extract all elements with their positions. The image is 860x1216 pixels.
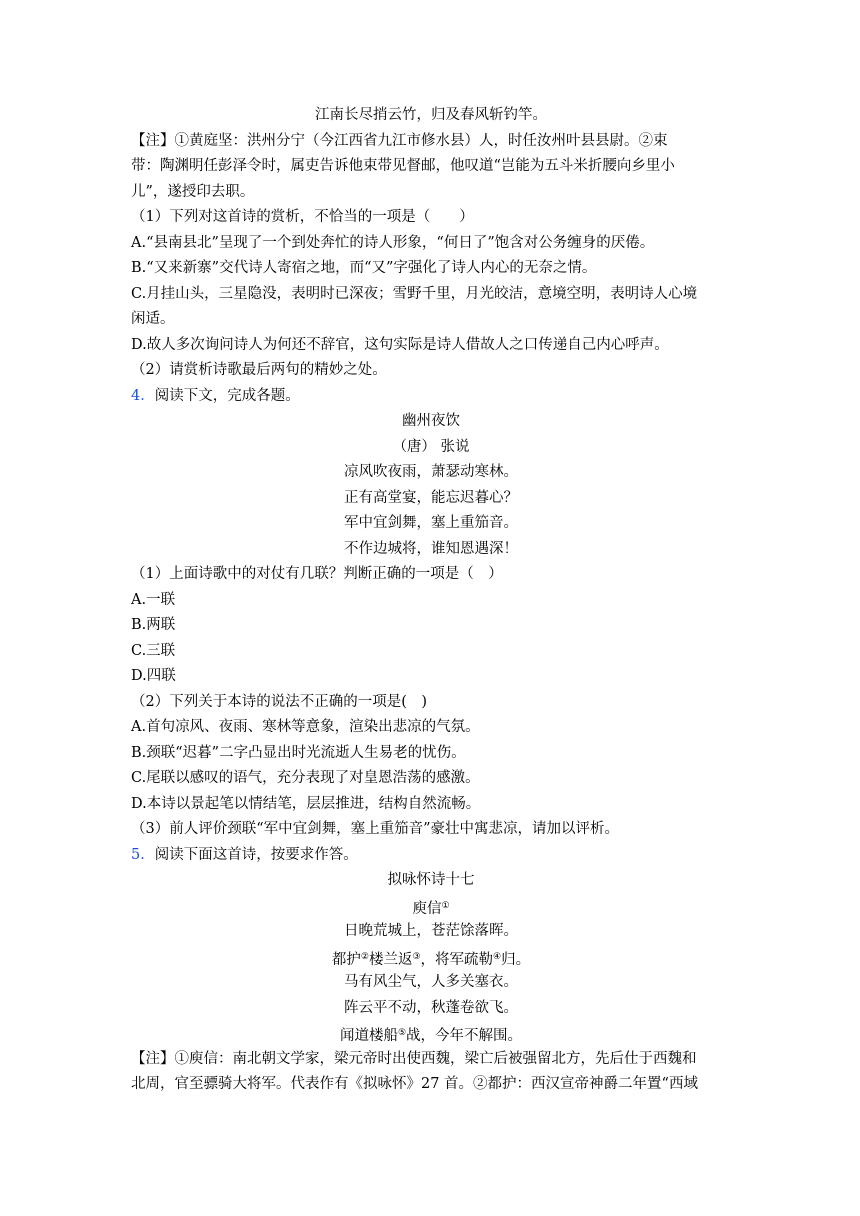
q5-heading xyxy=(131,845,731,865)
footnote-mark: ④ xyxy=(493,952,502,962)
q5-poem-line: 日晚荒城上，苍茫馀落晖。 xyxy=(344,923,518,939)
q4-poem-author: （唐） 张说 xyxy=(392,439,470,455)
q4-number: 4． xyxy=(131,388,155,404)
poem-text: 战，今年不解围。 xyxy=(406,1028,523,1044)
q4-heading xyxy=(131,386,731,406)
q3-option-c: C.月挂山头，三星隐没，表明时已深夜；雪野千里，月光皎洁，意境空明，表明诗人心境 xyxy=(131,286,698,302)
q4-prompt: 阅读下文，完成各题。 xyxy=(154,388,300,404)
note-line: 儿”，遂授印去职。 xyxy=(131,184,255,200)
q4-poem-line: 正有高堂宴，能忘迟暮心？ xyxy=(344,490,518,506)
q5-poem-line xyxy=(131,947,731,970)
q4-sub1: （1）上面诗歌中的对仗有几联？判断正确的一项是（ ） xyxy=(131,566,503,582)
q5-poem-line: 阵云平不动，秋蓬卷欲飞。 xyxy=(344,1000,518,1016)
q4-sub2: （2）下列关于本诗的说法不正确的一项是( ) xyxy=(131,694,428,710)
q4-s1-option-d: D.四联 xyxy=(131,668,176,684)
q4-poem-line: 凉风吹夜雨，萧瑟动寒林。 xyxy=(344,464,518,480)
note-line: 带：陶渊明任彭泽令时，属吏告诉他束带见督邮，他叹道“岂能为五斗米折腰向乡里小 xyxy=(131,158,675,174)
note-line: 【注】①黄庭坚：洪州分宁（今江西省九江市修水县）人，时任汝州叶县县尉。②束 xyxy=(131,133,668,149)
q4-s2-option-b: B.颈联“迟暮”二字凸显出时光流逝人生易老的忧伤。 xyxy=(131,745,466,761)
q5-poem-title: 拟咏怀诗十七 xyxy=(387,872,475,888)
footnote-mark: ① xyxy=(441,901,450,911)
footnote-mark: ③ xyxy=(412,952,421,962)
q4-s1-option-b: B.两联 xyxy=(131,617,176,633)
q5-poem-author xyxy=(131,896,731,919)
q3-option-d: D.故人多次询问诗人为何还不辞官，这句实际是诗人借故人之口传递自己内心呼声。 xyxy=(131,337,669,353)
q5-note-line: 【注】①庾信：南北朝文学家，梁元帝时出使西魏，梁亡后被强留北方，先后仕于西魏和 xyxy=(131,1051,697,1067)
q4-s2-option-c: C.尾联以感叹的语气，充分表现了对皇恩浩荡的感激。 xyxy=(131,770,480,786)
poem-text: 楼兰返 xyxy=(368,952,413,968)
q5-prompt: 阅读下面这首诗，按要求作答。 xyxy=(154,847,358,863)
q3-option-b: B.“又来新寨”交代诗人寄宿之地，而“又”字强化了诗人内心的无奈之情。 xyxy=(131,260,597,276)
q4-poem-title: 幽州夜饮 xyxy=(402,413,460,429)
footnote-mark: ② xyxy=(360,952,369,962)
q4-poem-line: 不作边城将，谁知恩遇深！ xyxy=(344,541,518,557)
q3-option-c-cont: 闲适。 xyxy=(131,311,175,327)
q5-poem-line xyxy=(131,1023,731,1046)
q4-s2-option-d: D.本诗以景起笔以情结笔，层层推进，结构自然流畅。 xyxy=(131,796,481,812)
q4-poem-line: 军中宜剑舞，塞上重笳音。 xyxy=(344,515,518,531)
q4-s1-option-a: A.一联 xyxy=(131,592,176,608)
q3-sub2: （2）请赏析诗歌最后两句的精妙之处。 xyxy=(131,362,387,378)
poem-text: ，将军疏勒 xyxy=(420,952,494,968)
poem-text: 都护 xyxy=(331,952,361,968)
poem-tail-line: 江南长尽捎云竹，归及春风斩钓竿。 xyxy=(315,107,547,123)
q5-poem-line: 马有风尘气，人多关塞衣。 xyxy=(344,974,518,990)
q5-note-line: 北周，官至骠骑大将军。代表作有《拟咏怀》27 首。②都护：西汉宣帝神爵二年置“西域 xyxy=(131,1076,698,1092)
q3-sub1: （1）下列对这首诗的赏析，不恰当的一项是（ ） xyxy=(131,209,474,225)
poem-text: 闻道楼船 xyxy=(339,1028,398,1044)
footnote-mark: ⑤ xyxy=(397,1028,407,1038)
q5-number: 5． xyxy=(131,847,155,863)
q3-option-a: A.“县南县北”呈现了一个到处奔忙的诗人形象，“何日了”饱含对公务缠身的厌倦。 xyxy=(131,235,655,251)
q4-sub3: （3）前人评价颈联“军中宜剑舞，塞上重笳音”豪壮中寓悲凉，请加以评析。 xyxy=(131,821,620,837)
q4-s1-option-c: C.三联 xyxy=(131,643,176,659)
poem-text: 归。 xyxy=(501,952,531,968)
q4-s2-option-a: A.首句凉风、夜雨、寒林等意象，渲染出悲凉的气氛。 xyxy=(131,719,480,735)
author-name: 庾信 xyxy=(412,901,442,917)
